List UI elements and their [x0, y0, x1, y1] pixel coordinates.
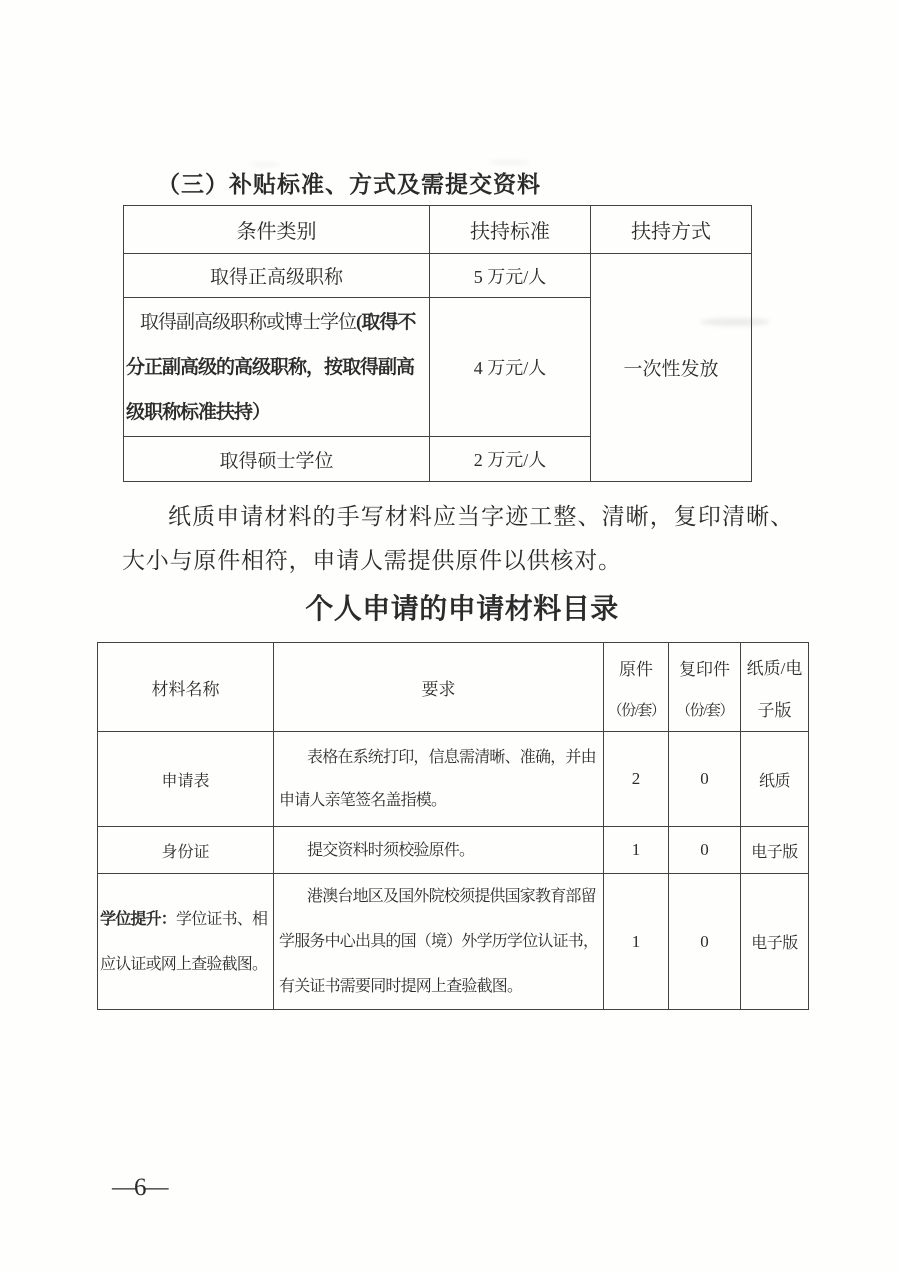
header-copy-line1: 复印件	[679, 659, 730, 679]
material-name-rest: 学位证书、相应认证或网上查验截图。	[100, 910, 268, 973]
header-format-line2: 子版	[757, 700, 792, 720]
table-row	[98, 827, 809, 874]
cell-standard: 5 万元/人	[430, 254, 591, 298]
cell-format: 电子版	[741, 874, 809, 1010]
cell-requirement: 提交资料时须校验原件。	[274, 827, 604, 874]
scan-artifact	[250, 162, 280, 167]
cell-copy-count: 0	[669, 827, 741, 874]
condition-regular-text: 取得副高级职称或博士学位	[140, 311, 357, 333]
header-format-line1: 纸质/电	[746, 658, 803, 678]
header-material-name: 材料名称	[98, 643, 274, 732]
header-requirement: 要求	[274, 643, 604, 732]
subsidy-table	[123, 205, 752, 482]
header-original-line2: （份/套）	[607, 702, 665, 719]
header-original-count	[604, 643, 669, 732]
header-support-method: 扶持方式	[591, 206, 752, 254]
cell-original-count: 1	[604, 874, 669, 1010]
cell-standard: 4 万元/人	[430, 298, 591, 437]
header-original-lines	[604, 645, 668, 729]
table-row	[98, 732, 809, 827]
cell-format: 电子版	[741, 827, 809, 874]
table-row	[98, 874, 809, 1010]
header-format	[741, 643, 809, 732]
cell-condition: 取得正高级职称	[124, 254, 430, 298]
cell-copy-count: 0	[669, 732, 741, 827]
header-copy-lines	[669, 645, 740, 729]
cell-standard: 2 万元/人	[430, 437, 591, 482]
header-condition-type: 条件类别	[124, 206, 430, 254]
cell-condition	[124, 298, 430, 437]
section-heading: （三）补贴标准、方式及需提交资料	[157, 172, 541, 197]
cell-material-name: 身份证	[98, 827, 274, 874]
cell-copy-count: 0	[669, 874, 741, 1010]
cell-requirement: 表格在系统打印，信息需清晰、准确，并由申请人亲笔签名盖指模。	[274, 732, 604, 827]
scan-artifact	[490, 160, 530, 165]
condition-bold-text: (取得不分正副高级的高级职称，按取得副高级职称标准扶持）	[126, 311, 416, 423]
table-row	[124, 254, 752, 298]
materials-table	[97, 642, 809, 1010]
header-copy-line2: （份/套）	[676, 702, 733, 719]
materials-table-header-row	[98, 643, 809, 732]
page-number: —6—	[112, 1174, 166, 1201]
catalog-title: 个人申请的申请材料目录	[305, 593, 619, 624]
cell-original-count: 1	[604, 827, 669, 874]
header-support-standard: 扶持标准	[430, 206, 591, 254]
cell-condition: 取得硕士学位	[124, 437, 430, 482]
cell-material-name	[98, 874, 274, 1010]
cell-format: 纸质	[741, 732, 809, 827]
cell-original-count: 2	[604, 732, 669, 827]
cell-method-merged: 一次性发放	[591, 254, 752, 482]
material-name-bold: 学位提升：	[100, 910, 177, 928]
header-copy-count	[669, 643, 741, 732]
subsidy-table-header-row	[124, 206, 752, 254]
header-format-lines	[741, 645, 808, 729]
scan-artifact	[700, 318, 770, 326]
header-original-line1: 原件	[619, 659, 653, 679]
body-paragraph: 纸质申请材料的手写材料应当字迹工整、清晰，复印清晰、大小与原件相符，申请人需提供原件以供核对。	[122, 504, 794, 573]
cell-material-name: 申请表	[98, 732, 274, 827]
cell-requirement: 港澳台地区及国外院校须提供国家教育部留学服务中心出具的国（境）外学历学位认证书，有关证书需要同时提网上查验截图。	[274, 874, 604, 1010]
